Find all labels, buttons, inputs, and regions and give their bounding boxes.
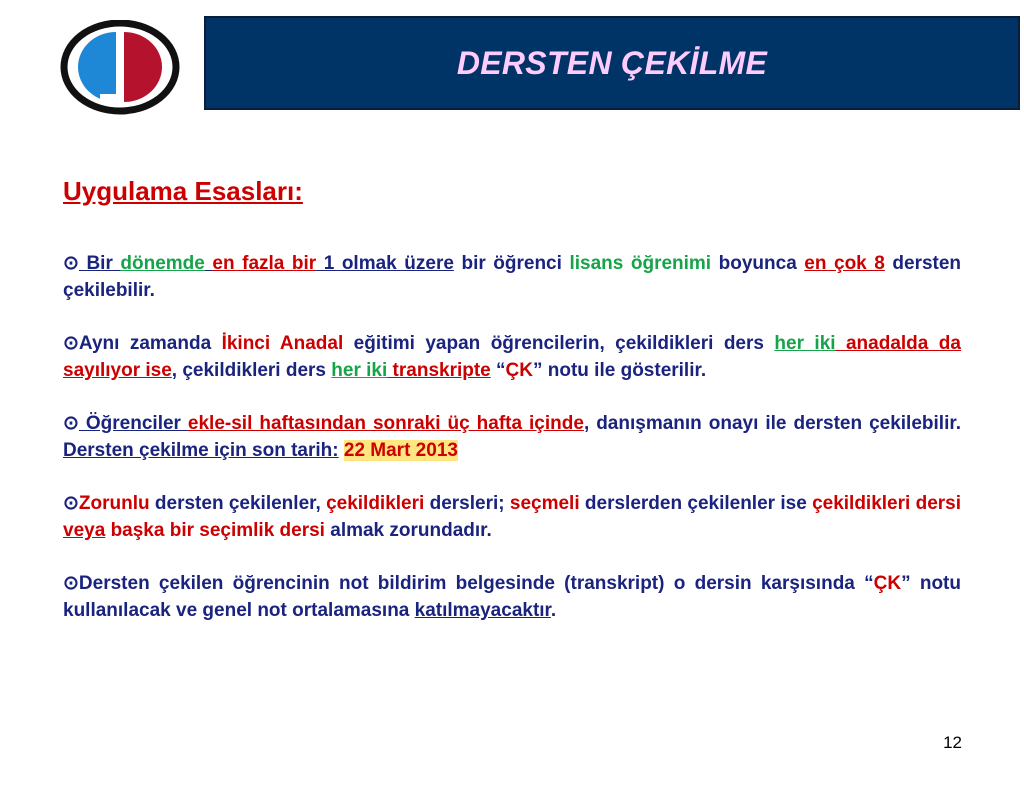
university-logo	[60, 20, 180, 115]
text-segment: her iki	[774, 333, 836, 354]
bullet-paragraph	[63, 490, 961, 544]
text-segment: dersleri	[424, 493, 499, 514]
bullet-list	[63, 250, 961, 650]
text-segment: Zorunlu	[78, 493, 150, 514]
bullet-paragraph	[63, 410, 961, 464]
bullet-paragraph	[63, 330, 961, 384]
text-segment: her iki	[331, 360, 388, 381]
text-segment: eğitimi yapan öğrencilerin, çekildikleri ders	[343, 333, 775, 354]
text-segment: ÇK	[505, 360, 533, 381]
text-segment: 22 Mart 2013	[343, 440, 458, 461]
text-segment: en çok 8	[804, 253, 885, 274]
bullet-icon: ⊙	[63, 253, 79, 274]
bullet-icon: ⊙	[63, 333, 79, 354]
page-number: 12	[943, 733, 962, 752]
bullet-paragraph	[63, 250, 961, 304]
text-segment: en fazla bir	[212, 253, 317, 274]
text-segment: Öğrenciler	[78, 413, 188, 434]
text-segment: dersten çekilebilir.	[63, 253, 962, 301]
text-segment: Dersten çekilme için son tarih:	[63, 440, 339, 461]
bullet-paragraph	[63, 570, 961, 624]
text-segment: boyunca	[711, 253, 805, 274]
title-bar	[204, 16, 1020, 110]
text-segment: bir öğrenci	[453, 253, 570, 274]
text-segment: .	[550, 600, 557, 621]
text-segment: , çekildikleri ders	[171, 360, 332, 381]
text-segment: dersten çekilenler,	[149, 493, 327, 514]
text-segment: ÇK	[873, 573, 902, 594]
bullet-icon: ⊙	[63, 413, 79, 434]
text-segment: Bir	[78, 253, 121, 274]
text-segment: ekle-sil haftasından sonraki üç hafta içinde	[187, 413, 584, 434]
text-segment: almak zorundadır.	[324, 520, 492, 541]
slide-title: DERSTEN ÇEKİLME	[456, 44, 768, 81]
text-segment: “	[490, 360, 506, 381]
text-segment: lisans öğrenimi	[569, 253, 712, 274]
text-segment: çekildikleri dersi	[812, 493, 962, 514]
text-segment: İkinci Anadal	[221, 333, 344, 354]
bullet-icon: ⊙	[63, 573, 79, 594]
text-segment: çekildikleri	[326, 493, 425, 514]
text-segment: seçmeli	[509, 493, 580, 514]
text-segment: katılmayacaktır	[414, 600, 551, 621]
text-segment: ” notu kullanılacak ve genel not ortalamasına	[63, 573, 961, 621]
text-segment: başka bir seçimlik dersi	[110, 520, 325, 541]
section-heading: Uygulama Esasları:	[63, 176, 303, 206]
bullet-icon: ⊙	[63, 493, 79, 514]
text-segment: ” notu ile gösterilir.	[532, 360, 707, 381]
text-segment: Dersten çekilen öğrencinin not bildirim belgesinde (transkript) o dersin karşısında “	[78, 573, 874, 594]
text-segment: 1 olmak üzere	[316, 253, 454, 274]
text-segment: ;	[498, 493, 510, 514]
text-segment: derslerden çekilenler ise	[579, 493, 813, 514]
text-segment: dönemde	[120, 253, 205, 274]
text-segment: transkripte	[387, 360, 491, 381]
text-segment: Aynı zamanda	[78, 333, 222, 354]
text-segment: anadalda da sayılıyor ise	[63, 333, 961, 381]
text-segment: , danışmanın onayı ile dersten çekilebilir.	[583, 413, 961, 434]
text-segment: veya	[63, 520, 106, 541]
